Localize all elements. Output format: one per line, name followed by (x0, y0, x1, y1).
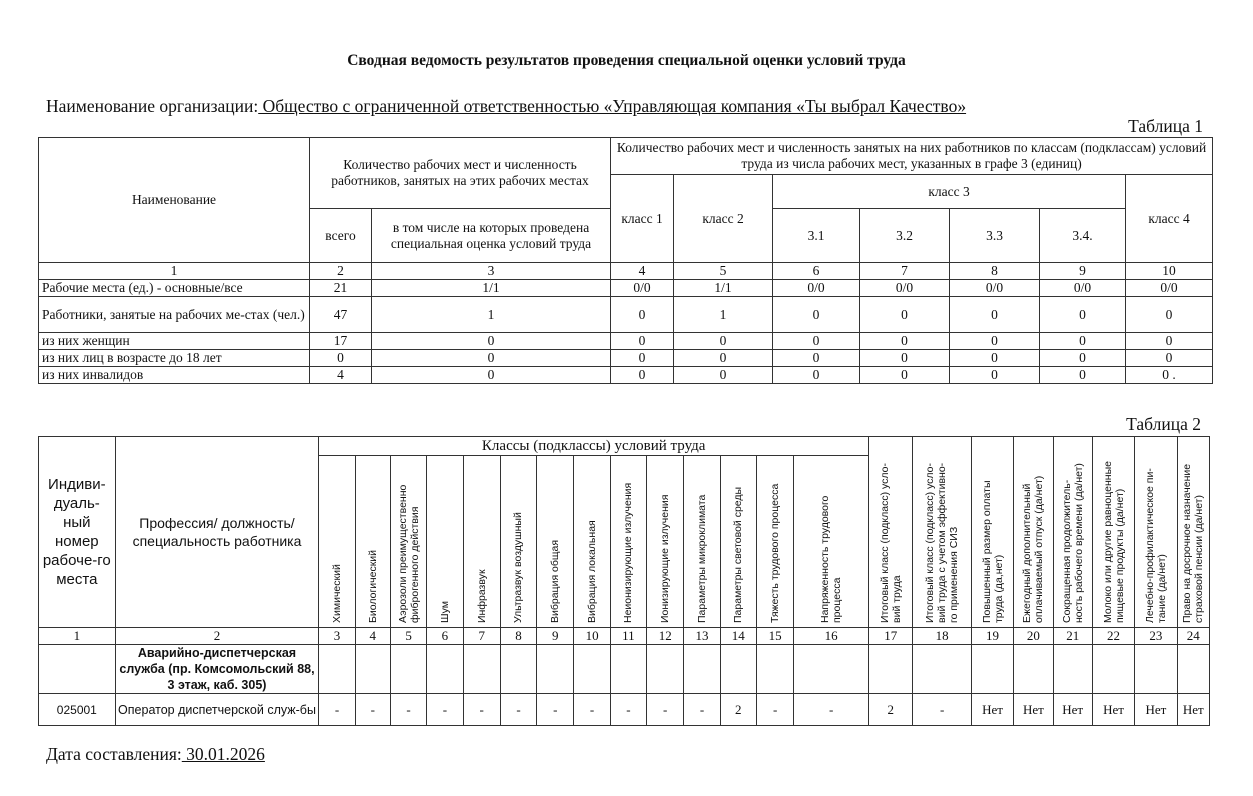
header-extra-col (869, 437, 913, 628)
header-factor-text: Параметры микроклимата (696, 494, 708, 623)
cell-value: 21 (310, 280, 372, 297)
header-factor-text: Аэрозоли преимущественно фиброгенного действия (396, 484, 421, 623)
row-label: Рабочие места (ед.) - основные/все (39, 280, 310, 297)
organization-name: Общество с ограниченной ответственностью «Управляющая компания «Ты выбрал Качество» (258, 96, 967, 116)
header-classes-group: Количество рабочих мест и численность занятых на них работников по классам (подклассам) условий труда из числа рабочих мест, указанных в графе 3 (единиц) (611, 138, 1213, 175)
cell-value: 0 (950, 367, 1040, 384)
cell-value: 1/1 (372, 280, 611, 297)
cell-value: - (913, 694, 971, 726)
column-number: 2 (310, 263, 372, 280)
empty-cell (574, 645, 610, 694)
cell-value: 0 (773, 367, 860, 384)
table1-label: Таблица 1 (1128, 116, 1203, 136)
cell-value: 0 (674, 333, 773, 350)
table-row (39, 280, 1213, 297)
table-row (39, 350, 1213, 367)
cell-value: Нет (1053, 694, 1092, 726)
header-extra-col (913, 437, 971, 628)
empty-cell (319, 645, 355, 694)
cell-value: 0 (773, 333, 860, 350)
cell-value: 0 (1126, 333, 1213, 350)
column-number: 8 (950, 263, 1040, 280)
cell-value: 0/0 (1126, 280, 1213, 297)
cell-value: Нет (1135, 694, 1177, 726)
header-workplace-id: Индиви-дуаль-ный номер рабоче-го места (39, 437, 116, 628)
empty-cell (610, 645, 646, 694)
header-class3-1: 3.1 (773, 209, 860, 263)
cell-value: 1/1 (674, 280, 773, 297)
cell-value: - (500, 694, 536, 726)
column-number: 11 (610, 628, 646, 645)
cell-value: 0 (1126, 297, 1213, 333)
organization-label: Наименование организации: (46, 96, 259, 116)
header-class3-4: 3.4. (1040, 209, 1126, 263)
date-line (46, 744, 265, 765)
column-number: 21 (1053, 628, 1092, 645)
cell-value: - (794, 694, 869, 726)
header-class3: класс 3 (773, 175, 1126, 209)
column-number: 16 (794, 628, 869, 645)
header-extra-col (1092, 437, 1134, 628)
column-number: 24 (1177, 628, 1209, 645)
cell-value: 4 (310, 367, 372, 384)
empty-cell (1135, 645, 1177, 694)
column-number: 6 (427, 628, 463, 645)
cell-value: Нет (1092, 694, 1134, 726)
summary-table (38, 137, 1213, 384)
empty-cell (1092, 645, 1134, 694)
empty-cell (756, 645, 793, 694)
header-factor-text: Инфразвук (475, 569, 488, 623)
column-number: 1 (39, 628, 116, 645)
cell-value: 0 . (1126, 367, 1213, 384)
table-row (39, 333, 1213, 350)
cell-value: 17 (310, 333, 372, 350)
header-class2: класс 2 (674, 175, 773, 263)
workplace-table (38, 436, 1210, 726)
cell-value: 0/0 (1040, 280, 1126, 297)
cell-value: 0 (611, 297, 674, 333)
header-factor-text: Ионизирующие излучения (659, 494, 672, 623)
header-factor-text: Неионизирующие излучения (622, 482, 635, 623)
header-extra-col (1135, 437, 1177, 628)
header-class3-3: 3.3 (950, 209, 1040, 263)
empty-cell (794, 645, 869, 694)
cell-value: 0 (860, 350, 950, 367)
column-number: 8 (500, 628, 536, 645)
header-class4: класс 4 (1126, 175, 1213, 263)
column-number: 3 (319, 628, 355, 645)
empty-cell (463, 645, 500, 694)
header-extra-text: Итоговый класс (подкласс) усло-вий труда (878, 463, 903, 623)
cell-value: - (390, 694, 426, 726)
header-extra-col (1177, 437, 1209, 628)
column-number: 9 (537, 628, 574, 645)
column-number: 17 (869, 628, 913, 645)
column-number: 13 (684, 628, 720, 645)
header-assessed: в том числе на которых проведена специальная оценка условий труда (372, 209, 611, 263)
header-class3-2: 3.2 (860, 209, 950, 263)
cell-value: - (610, 694, 646, 726)
header-factor-col (720, 456, 756, 628)
cell-value: Нет (1014, 694, 1053, 726)
cell-value: 0 (372, 350, 611, 367)
empty-cell (869, 645, 913, 694)
column-number: 3 (372, 263, 611, 280)
cell-value: Нет (971, 694, 1013, 726)
header-extra-text: Итоговый класс (подкласс) усло-вий труда с учетом эффективно-го применения СИЗ (924, 462, 961, 623)
header-factor-col (647, 456, 684, 628)
empty-cell (1177, 645, 1209, 694)
column-number: 10 (574, 628, 610, 645)
cell-value: 0 (860, 333, 950, 350)
header-factor-col (537, 456, 574, 628)
column-number: 4 (611, 263, 674, 280)
column-number: 5 (674, 263, 773, 280)
date-value: 30.01.2026 (181, 744, 265, 764)
cell-value: 0 (674, 367, 773, 384)
row-label: из них лиц в возрасте до 18 лет (39, 350, 310, 367)
column-number: 22 (1092, 628, 1134, 645)
section-empty-cell (39, 645, 116, 694)
column-number: 7 (860, 263, 950, 280)
row-label: из них инвалидов (39, 367, 310, 384)
cell-value: 0 (773, 297, 860, 333)
cell-value: - (463, 694, 500, 726)
cell-value: 0/0 (950, 280, 1040, 297)
empty-cell (647, 645, 684, 694)
column-number: 18 (913, 628, 971, 645)
column-number: 23 (1135, 628, 1177, 645)
header-factor-col (610, 456, 646, 628)
empty-cell (971, 645, 1013, 694)
cell-value: - (574, 694, 610, 726)
cell-value: - (355, 694, 390, 726)
empty-cell (684, 645, 720, 694)
column-number: 1 (39, 263, 310, 280)
header-factor-text: Вибрация общая (549, 539, 562, 623)
cell-value: 0/0 (611, 280, 674, 297)
empty-cell (427, 645, 463, 694)
table-row (39, 367, 1213, 384)
header-class1: класс 1 (611, 175, 674, 263)
column-number: 10 (1126, 263, 1213, 280)
header-extra-text: Молоко или другие равноценные пищевые продукты (да/нет) (1101, 461, 1126, 623)
header-factor-col (684, 456, 720, 628)
header-factor-text: Вибрация локальная (586, 520, 599, 623)
cell-value: 0 (950, 297, 1040, 333)
cell-value: - (537, 694, 574, 726)
column-number: 19 (971, 628, 1013, 645)
cell-value: 0 (773, 350, 860, 367)
cell-value: - (756, 694, 793, 726)
header-extra-text: Ежегодный дополнительный оплачиваемый отпуск (да/нет) (1021, 475, 1046, 623)
cell-value: - (647, 694, 684, 726)
header-factor-col (390, 456, 426, 628)
header-extra-text: Повышенный размер оплаты труда (да,нет) (980, 480, 1005, 623)
header-factor-text: Параметры световой среды (732, 486, 745, 623)
cell-value: 0/0 (773, 280, 860, 297)
cell-value: Нет (1177, 694, 1209, 726)
workplace-id: 025001 (39, 694, 116, 726)
cell-value: - (427, 694, 463, 726)
header-extra-col (1053, 437, 1092, 628)
cell-value: 0 (310, 350, 372, 367)
column-number: 9 (1040, 263, 1126, 280)
cell-value: 1 (674, 297, 773, 333)
table-row (39, 297, 1213, 333)
column-numbers-row (39, 628, 1210, 645)
header-factor-text: Биологический (366, 549, 379, 623)
empty-cell (355, 645, 390, 694)
empty-cell (1053, 645, 1092, 694)
section-title: Аварийно-диспетчерская служба (пр. Комсомольский 88, 3 этаж, каб. 305) (115, 645, 319, 694)
table-row (39, 694, 1210, 726)
cell-value: 0 (1040, 297, 1126, 333)
header-extra-text: Лечебно-профилактическое пи-тание (да/нет) (1143, 468, 1168, 623)
column-number: 14 (720, 628, 756, 645)
document-title: Сводная ведомость результатов проведения специальной оценки условий труда (347, 52, 906, 69)
row-label: Работники, занятые на рабочих ме-стах (чел.) (39, 297, 310, 333)
header-name: Наименование (39, 138, 310, 263)
date-label: Дата составления: (46, 744, 182, 764)
header-extra-col (1014, 437, 1053, 628)
column-number: 7 (463, 628, 500, 645)
header-total: всего (310, 209, 372, 263)
header-factor-text: Ультразвук воздушный (512, 512, 525, 623)
cell-value: 0 (611, 333, 674, 350)
header-extra-text: Сокращенная продолжитель-ность рабочего времени (да/нет) (1060, 463, 1085, 623)
empty-cell (913, 645, 971, 694)
row-label: из них женщин (39, 333, 310, 350)
header-count-group: Количество рабочих мест и численность работников, занятых на этих рабочих местах (310, 138, 611, 209)
cell-value: 0 (1040, 350, 1126, 367)
column-number: 2 (115, 628, 319, 645)
header-factor-col (794, 456, 869, 628)
cell-value: 2 (720, 694, 756, 726)
header-factor-text: Напряженность трудового процесса (819, 495, 844, 623)
cell-value: 0/0 (860, 280, 950, 297)
header-extra-col (971, 437, 1013, 628)
cell-value: 0 (372, 333, 611, 350)
cell-value: 0 (950, 333, 1040, 350)
column-number: 6 (773, 263, 860, 280)
empty-cell (1014, 645, 1053, 694)
column-number: 15 (756, 628, 793, 645)
cell-value: 0 (950, 350, 1040, 367)
organization-line (46, 96, 966, 117)
column-number: 20 (1014, 628, 1053, 645)
cell-value: 0 (1126, 350, 1213, 367)
cell-value: - (684, 694, 720, 726)
cell-value: 47 (310, 297, 372, 333)
empty-cell (500, 645, 536, 694)
table2-label: Таблица 2 (1126, 414, 1201, 434)
header-factor-col (574, 456, 610, 628)
column-number: 4 (355, 628, 390, 645)
empty-cell (390, 645, 426, 694)
profession: Оператор диспетчерской служ-бы (115, 694, 319, 726)
cell-value: 0 (674, 350, 773, 367)
cell-value: 0 (860, 297, 950, 333)
cell-value: 0 (1040, 367, 1126, 384)
column-number: 12 (647, 628, 684, 645)
column-numbers-row (39, 263, 1213, 280)
header-profession: Профессия/ должность/ специальность работника (115, 437, 319, 628)
cell-value: 0 (611, 367, 674, 384)
header-classes-group: Классы (подклассы) условий труда (319, 437, 869, 456)
header-factor-text: Химический (330, 564, 343, 623)
header-factor-text: Шум (438, 601, 451, 623)
cell-value: 0 (372, 367, 611, 384)
cell-value: 0 (860, 367, 950, 384)
empty-cell (720, 645, 756, 694)
header-factor-col (500, 456, 536, 628)
empty-cell (537, 645, 574, 694)
header-extra-text: Право на досрочное назначение страховой пенсии (да/нет) (1181, 463, 1206, 623)
column-number: 5 (390, 628, 426, 645)
header-factor-col (355, 456, 390, 628)
header-factor-col (756, 456, 793, 628)
header-factor-col (427, 456, 463, 628)
cell-value: - (319, 694, 355, 726)
cell-value: 2 (869, 694, 913, 726)
cell-value: 0 (611, 350, 674, 367)
cell-value: 0 (1040, 333, 1126, 350)
header-factor-text: Тяжесть трудового процесса (769, 483, 782, 623)
header-factor-col (319, 456, 355, 628)
header-factor-col (463, 456, 500, 628)
cell-value: 1 (372, 297, 611, 333)
